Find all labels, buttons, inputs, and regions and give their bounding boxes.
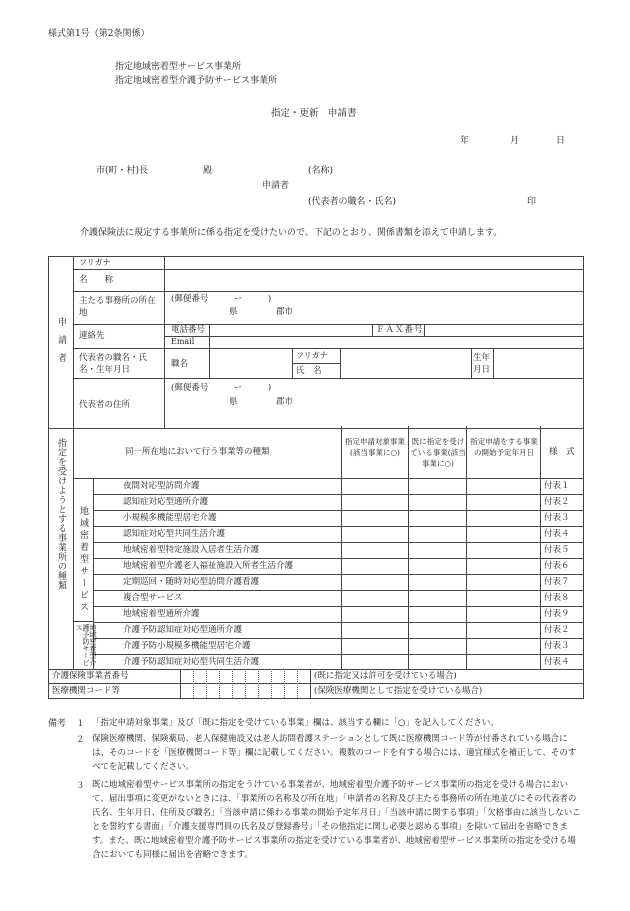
service-name-1: 夜間対応型訪問介護 bbox=[123, 481, 200, 491]
group2-label: 地域密着型介護予防サービス bbox=[75, 624, 97, 666]
rep-address-label: 代表者の住所 bbox=[79, 400, 131, 410]
service-name-10: 介護予防認知症対応型通所介護 bbox=[123, 625, 243, 635]
date-month: 月 bbox=[510, 136, 520, 146]
applicant-table bbox=[48, 256, 584, 429]
medical-code-label: 医療機関コード等 bbox=[52, 686, 121, 696]
header-target: 指定申請対象事業(該当事業に○) bbox=[345, 437, 405, 457]
birthdate-label: 生年月日 bbox=[473, 353, 491, 375]
page-title: 指定・更新 申請書 bbox=[271, 108, 357, 119]
service-form-11: 付表３ bbox=[544, 641, 570, 651]
remark-2-num: ２ bbox=[76, 735, 85, 745]
service-form-5: 付表５ bbox=[544, 545, 570, 555]
service-name-9: 地域密着型通所介護 bbox=[123, 609, 200, 619]
service-name-11: 介護予防小規模多機能型居宅介護 bbox=[123, 641, 251, 651]
service-form-1: 付表１ bbox=[544, 481, 570, 491]
representative-label: (代表者の職名・氏名) bbox=[308, 197, 397, 207]
remark-1-num: １ bbox=[76, 719, 85, 729]
service-name-6: 地域密着型介護老人福祉施設入所者生活介護 bbox=[123, 561, 294, 571]
services-table bbox=[48, 426, 584, 670]
medical-code-note: (保険医療機関として指定を受けている場合) bbox=[314, 686, 483, 696]
service-name-3: 小規模多機能型居宅介護 bbox=[123, 513, 217, 523]
furigana-label: フリガナ bbox=[79, 258, 111, 267]
rep-prefecture-label: 県 bbox=[229, 397, 238, 407]
fax-label: ＦＡＸ番号 bbox=[376, 325, 424, 335]
applicant-label: 申請者 bbox=[262, 181, 290, 191]
rep-furigana-label: フリガナ bbox=[296, 351, 328, 360]
remark-3: 既に地域密着型サービス事業所の指定をうけている事業者が、地域密着型介護予防サービス事業所の指定を受ける場合において、届出事項に変更がないときには、「事業所の名称及び所在地」「申請者の名称及び主たる事務所の所在地並びにその代表者の氏名、生年月日、住所及び職名」「当該申請に係わる事業の開始予定年月日」「当該申請に関する事項」「欠格事由に該当しないことを誓約する書面」「介護支援専門員の氏名及び登録番号」「その他指定に関し必要と認める事項」を除いて届出を省略できます。また、既に地域密着型介護予防サービス事業所の指定を受けている事業者が、地域密着型サービス事業所の指定を受ける場合においても同様に届出を省略できます。 bbox=[92, 780, 581, 860]
main-office-label: 主たる事務所の所在地 bbox=[79, 296, 156, 318]
service-form-3: 付表３ bbox=[544, 513, 570, 523]
service-form-2: 付表２ bbox=[544, 497, 570, 507]
service-form-9: 付表９ bbox=[544, 609, 570, 619]
service-name-8: 複合型サービス bbox=[123, 593, 183, 603]
rep-name-label: 氏 名 bbox=[296, 366, 322, 376]
service-name-7: 定期巡回・随時対応型訪問介護看護 bbox=[123, 577, 260, 587]
header-existing: 既に指定を受けている事業(該当事業に○) bbox=[410, 437, 466, 468]
remarks-title: 備考 bbox=[48, 719, 67, 729]
insurance-number-note: (既に指定又は許可を受けている場合) bbox=[314, 671, 457, 681]
services-side-label: 指定を受けようとする事業所の種類 bbox=[56, 438, 66, 590]
service-form-7: 付表７ bbox=[544, 577, 570, 587]
corp-name-label: 名 称 bbox=[79, 275, 114, 285]
service-form-8: 付表８ bbox=[544, 593, 570, 603]
service-form-4: 付表４ bbox=[544, 529, 570, 539]
service-name-5: 地域密着型特定施設入居者生活介護 bbox=[123, 545, 260, 555]
group1-label: 地域密着型サービス bbox=[78, 506, 88, 614]
phone-label: 電話番号 bbox=[171, 325, 206, 335]
postal-code-label: (郵便番号 ー ) bbox=[171, 294, 272, 304]
applicant-side-label: 申請者 bbox=[56, 317, 66, 371]
header-start-date: 指定申請をする事業の開始予定年月日 bbox=[470, 437, 538, 457]
service-form-12: 付表４ bbox=[544, 657, 570, 667]
date-year: 年 bbox=[460, 136, 470, 146]
form-number: 様式第1号（第2条関係） bbox=[48, 29, 150, 39]
service-name-4: 認知症対応型共同生活介護 bbox=[123, 529, 226, 539]
rep-info-label: 代表者の職名・氏名・生年月日 bbox=[79, 353, 148, 375]
mayor-label: 市(町・村)長 bbox=[96, 166, 149, 176]
addressee-line-2: 指定地域密着型介護予防サービス事業所 bbox=[115, 76, 278, 86]
seal-label: 印 bbox=[527, 197, 537, 207]
footer-table bbox=[48, 669, 584, 699]
remark-1: 「指定申請対象事業」及び「既に指定を受けている事業」欄は、該当する欄に「○」を記入してください。 bbox=[92, 718, 499, 728]
addressee-line-1: 指定地域密着型サービス事業所 bbox=[115, 62, 242, 72]
remark-3-num: ３ bbox=[76, 781, 85, 791]
city-label: 郡市 bbox=[276, 307, 294, 317]
company-name-label: (名称) bbox=[308, 166, 334, 176]
dono-label: 殿 bbox=[203, 166, 213, 176]
email-label: Email bbox=[171, 337, 195, 346]
remark-2: 保険医療機関、保険薬局、老人保健施設又は老人訪問看護ステーションとして既に医療機関コード等が付番されている場合には、そのコードを「医療機関コード等」欄に記載してください。複数のコードを有する場合には、適宜様式を補正して、そのすべてを記載してください。 bbox=[92, 734, 577, 772]
service-form-6: 付表６ bbox=[544, 561, 570, 571]
position-label: 職名 bbox=[171, 359, 189, 369]
service-name-2: 認知症対応型通所介護 bbox=[123, 497, 209, 507]
rep-postal-label: (郵便番号 ー ) bbox=[171, 383, 272, 393]
insurance-number-label: 介護保険事業者番号 bbox=[52, 671, 129, 681]
prefecture-label: 県 bbox=[229, 307, 238, 317]
contact-label: 連絡先 bbox=[79, 331, 105, 341]
rep-city-label: 郡市 bbox=[276, 397, 294, 407]
date-day: 日 bbox=[556, 136, 566, 146]
service-name-12: 介護予防認知症対応型共同生活介護 bbox=[123, 657, 260, 667]
header-form: 様 式 bbox=[549, 447, 575, 457]
service-form-10: 付表２ bbox=[544, 625, 570, 635]
header-kind: 同一所在地において行う事業等の種類 bbox=[125, 447, 270, 457]
intro-text: 介護保険法に規定する事業所に係る指定を受けたいので、下記のとおり、関係書類を添えて申請します。 bbox=[80, 228, 503, 238]
